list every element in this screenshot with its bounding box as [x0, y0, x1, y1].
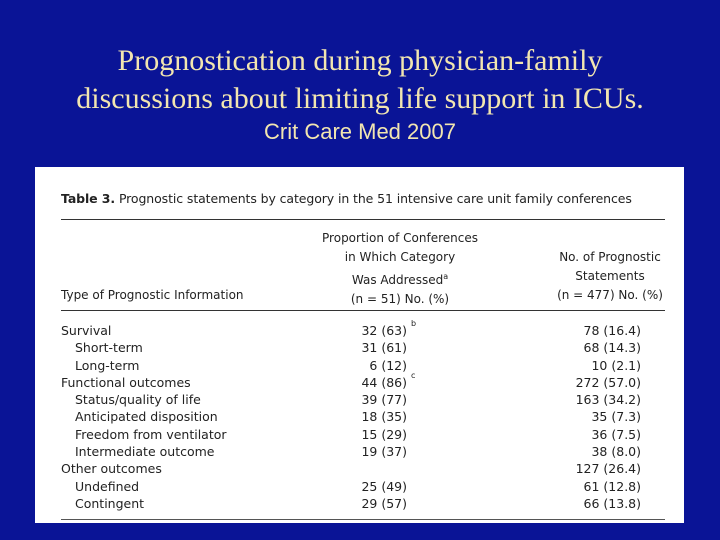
row-conferences-value: 25 (49)	[361, 478, 407, 494]
row-footnote-marker: c	[411, 370, 416, 380]
table-row	[35, 408, 684, 425]
table-row	[35, 443, 684, 460]
row-conferences-value: 6 (12)	[369, 357, 407, 373]
row-label: Survival	[61, 323, 112, 338]
row-conferences-value: 29 (57)	[361, 495, 407, 511]
header-num-line1: No. of Prognostic	[559, 250, 661, 264]
slide-title	[0, 42, 720, 118]
table-row	[35, 357, 684, 374]
header-type-column: Type of Prognostic Information	[61, 288, 244, 302]
row-statements-value: 78 (16.4)	[583, 323, 641, 338]
slide-title-line2: discussions about limiting life support in ICUs.	[76, 82, 644, 115]
row-statements-value: 127 (26.4)	[575, 461, 641, 477]
row-conferences-value: 15 (29)	[361, 426, 407, 442]
header-statements-column	[535, 248, 685, 305]
row-statements-value: 61 (12.8)	[583, 478, 641, 494]
table-panel	[35, 167, 684, 523]
row-statements-value: 36 (7.5)	[591, 426, 641, 442]
row-label: Short-term	[75, 340, 143, 356]
header-num-line3: (n = 477) No. (%)	[557, 288, 663, 302]
table-header-rule	[61, 310, 665, 311]
slide-subtitle: Crit Care Med 2007	[264, 119, 456, 144]
header-prop-line3-text: Was Addressed	[351, 273, 444, 287]
table-row	[35, 319, 684, 339]
table-caption	[61, 191, 632, 206]
header-prop-line1: Proportion of Conferences	[322, 231, 478, 245]
table-row	[35, 426, 684, 443]
row-statements-value: 35 (7.3)	[591, 409, 641, 425]
table-row	[35, 339, 684, 356]
row-conferences-value: 44 (86)	[361, 374, 407, 390]
row-label: Freedom from ventilator	[75, 426, 227, 442]
row-statements-value: 272 (57.0)	[575, 374, 641, 390]
table-body	[35, 319, 684, 512]
table-bottom-rule	[61, 519, 665, 520]
header-proportion-column	[295, 229, 505, 309]
row-label: Functional outcomes	[61, 374, 191, 390]
row-label: Undefined	[75, 478, 140, 494]
row-statements-value: 10 (2.1)	[591, 357, 641, 373]
table-row	[35, 478, 684, 495]
row-statements-value: 38 (8.0)	[591, 444, 641, 460]
row-conferences-value: 32 (63)	[361, 323, 407, 338]
table-row	[35, 495, 684, 512]
row-conferences-value: 31 (61)	[361, 340, 407, 356]
row-label: Status/quality of life	[75, 392, 201, 408]
row-label: Intermediate outcome	[75, 444, 215, 460]
header-prop-line2: in Which Category	[344, 250, 456, 264]
row-label: Other outcomes	[61, 461, 162, 477]
table-caption-text: Prognostic statements by category in the 51 intensive care unit family conferences	[118, 191, 632, 206]
table-top-rule	[61, 219, 665, 220]
table-caption-prefix: Table 3.	[61, 191, 116, 206]
row-statements-value: 163 (34.2)	[575, 392, 641, 408]
table-row	[35, 391, 684, 408]
header-prop-footnote: a	[443, 272, 449, 281]
row-statements-value: 66 (13.8)	[583, 495, 641, 511]
row-conferences-value: 19 (37)	[361, 444, 407, 460]
table-row	[35, 460, 684, 477]
header-prop-line4: (n = 51) No. (%)	[350, 292, 450, 306]
row-label: Contingent	[75, 495, 145, 511]
row-statements-value: 68 (14.3)	[583, 340, 641, 356]
row-conferences-value: 18 (35)	[361, 409, 407, 425]
row-conferences-value: 39 (77)	[361, 392, 407, 408]
row-footnote-marker: b	[411, 319, 417, 328]
header-num-line2: Statements	[575, 269, 645, 283]
header-prop-line3	[295, 267, 505, 290]
table-row	[35, 370, 684, 391]
row-label: Anticipated disposition	[75, 409, 218, 425]
row-label: Long-term	[75, 357, 140, 373]
slide-title-line1: Prognostication during physician-family	[117, 44, 603, 77]
